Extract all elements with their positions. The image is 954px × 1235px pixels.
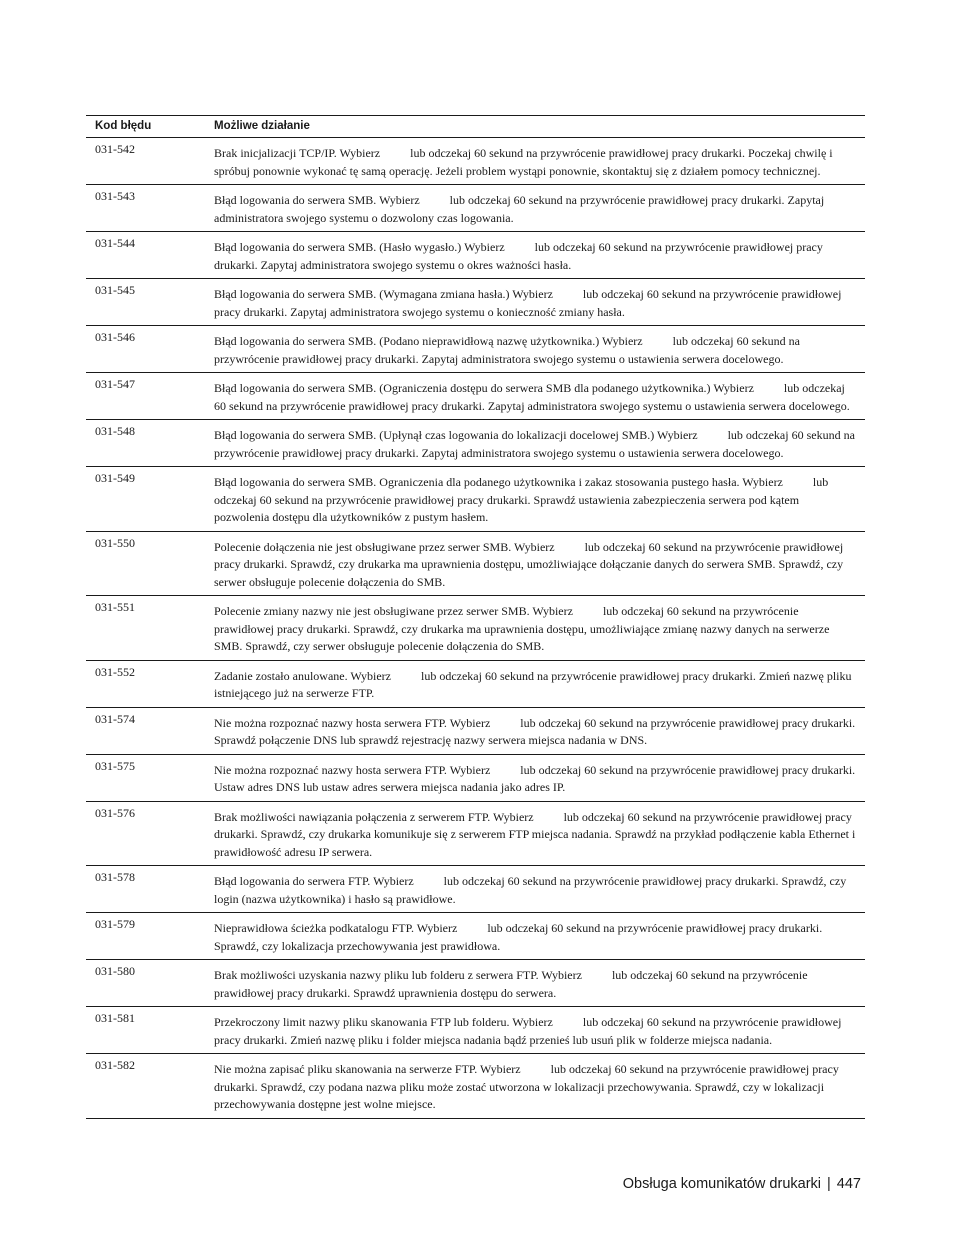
possible-action: Brak możliwości nawiązania połączenia z serwerem FTP. Wybierz lub odczekaj 60 sekund na przywrócenie prawidłowej pracy drukarki. Sprawdź, czy drukarka komunikuje się z serwerem FTP miejsca nadania. Sprawdź na przykład podłączenie kabla Ethernet i prawidłowość adresu IP serwera.: [214, 809, 859, 859]
error-code-table: [86, 115, 865, 1119]
possible-action: Błąd logowania do serwera SMB. Wybierz lub odczekaj 60 sekund na przywrócenie prawidłowej pracy drukarki. Zapytaj administratora swojego systemu o dozwolony czas logowania.: [214, 193, 828, 225]
error-code: 031-578: [95, 870, 135, 884]
possible-action: Błąd logowania do serwera SMB. (Podano nieprawidłową nazwę użytkownika.) Wybierz lub odczekaj 60 sekund na przywrócenie prawidłowej pracy drukarki. Zapytaj administratora swojego systemu o ustawienia serwera docelowego.: [214, 334, 803, 366]
possible-action: Błąd logowania do serwera FTP. Wybierz lub odczekaj 60 sekund na przywrócenie prawidłowej pracy drukarki. Sprawdź, czy login (nazwa użytkownika) i hasło są prawidłowe.: [214, 874, 850, 906]
error-code: 031-575: [95, 758, 135, 773]
possible-action: Polecenie dołączenia nie jest obsługiwane przez serwer SMB. Wybierz lub odczekaj 60 sekund na przywrócenie prawidłowej pracy drukarki. Sprawdź, czy drukarka ma uprawnienia dostępu, umożliwiające dołączanie danych do serwera SMB. Sprawdź, czy serwer obsługuje polecenie dołączenia do SMB.: [214, 539, 847, 589]
error-code: 031-544: [95, 236, 135, 250]
table-row: [86, 419, 865, 466]
table-row: [86, 707, 865, 754]
possible-action: Nie można zapisać pliku skanowania na serwerze FTP. Wybierz lub odczekaj 60 sekund na przywrócenie prawidłowej pracy drukarki. Sprawdź, czy podana nazwa pliku może zostać utworzona w lokalizacji przechowywania. Sprawdź, czy w lokalizacji przechowywania dostępne jest wolne miejsce.: [214, 1062, 842, 1111]
error-code: 031-574: [95, 711, 135, 726]
header-action: Możliwe działanie: [214, 120, 310, 132]
error-code: 031-547: [95, 377, 135, 391]
error-code: 031-546: [95, 330, 135, 344]
possible-action: Błąd logowania do serwera SMB. (Wymagana zmiana hasła.) Wybierz lub odczekaj 60 sekund na przywrócenie prawidłowej pracy drukarki. Zapytaj administratora swojego systemu o konieczność zmiany hasła.: [214, 287, 845, 319]
table-row: [86, 372, 865, 419]
table-row: [86, 959, 865, 1006]
table-row: [86, 531, 865, 596]
error-code: 031-552: [95, 664, 135, 679]
error-code: 031-548: [95, 424, 135, 438]
table-row: [86, 912, 865, 959]
possible-action: Zadanie zostało anulowane. Wybierz lub odczekaj 60 sekund na przywrócenie prawidłowej pracy drukarki. Zmień nazwę pliku istniejącego już na serwerze FTP.: [214, 668, 855, 700]
table-header: [86, 115, 865, 137]
table-row: [86, 595, 865, 660]
table-body: [86, 137, 865, 1119]
possible-action: Nieprawidłowa ścieżka podkatalogu FTP. Wybierz lub odczekaj 60 sekund na przywrócenie prawidłowej pracy drukarki. Sprawdź, czy lokalizacja przechowywania jest prawidłowa.: [214, 921, 826, 953]
possible-action: Błąd logowania do serwera SMB. (Hasło wygasło.) Wybierz lub odczekaj 60 sekund na przywrócenie prawidłowej pracy drukarki. Zapytaj administratora swojego systemu o okres ważności hasła.: [214, 240, 826, 272]
possible-action: Błąd logowania do serwera SMB. (Upłynął czas logowania do lokalizacji docelowej SMB.) Wybierz lub odczekaj 60 sekund na przywrócenie prawidłowej pracy drukarki. Zapytaj administratora swojego systemu o ustawienia serwera docelowego.: [214, 428, 858, 460]
error-code: 031-545: [95, 283, 135, 297]
table-row: [86, 466, 865, 531]
table-row: [86, 184, 865, 231]
possible-action: Brak inicjalizacji TCP/IP. Wybierz lub odczekaj 60 sekund na przywrócenie prawidłowej pracy drukarki. Poczekaj chwilę i spróbuj ponownie wykonać tę samą operację. Jeżeli problem wystąpi ponownie, skontaktuj się z działem pomocy technicznej.: [214, 146, 836, 178]
possible-action: Nie można rozpoznać nazwy hosta serwera FTP. Wybierz lub odczekaj 60 sekund na przywrócenie prawidłowej pracy drukarki. Ustaw adres DNS lub ustaw adres serwera miejsca nadania jako adres IP.: [214, 762, 859, 794]
table-row: [86, 278, 865, 325]
possible-action: Brak możliwości uzyskania nazwy pliku lub folderu z serwera FTP. Wybierz lub odczekaj 60 sekund na przywrócenie prawidłowej pracy drukarki. Sprawdź uprawnienia dostępu do serwera.: [214, 968, 811, 1000]
page-footer: [623, 1176, 861, 1192]
table-row: [86, 660, 865, 707]
table-row: [86, 801, 865, 866]
possible-action: Przekroczony limit nazwy pliku skanowania FTP lub folderu. Wybierz lub odczekaj 60 sekund na przywrócenie prawidłowej pracy drukarki. Zmień nazwę pliku i folder miejsca nadania bądź przenieś lub usuń plik w folderze miejsca nadania.: [214, 1015, 845, 1047]
error-code: 031-551: [95, 600, 135, 614]
error-code: 031-580: [95, 964, 135, 978]
footer-section-title: Obsługa komunikatów drukarki: [622, 1176, 822, 1192]
error-code: 031-549: [95, 471, 135, 485]
error-code: 031-542: [95, 142, 135, 156]
table-row: [86, 231, 865, 278]
possible-action: Polecenie zmiany nazwy nie jest obsługiwane przez serwer SMB. Wybierz lub odczekaj 60 sekund na przywrócenie prawidłowej pracy drukarki. Sprawdź, czy drukarka ma uprawnienia dostępu, umożliwiające zmianę nazwy danych na serwerze SMB. Sprawdź, czy serwer obsługuje polecenie dołączenia do SMB.: [214, 604, 833, 653]
error-code: 031-543: [95, 189, 135, 203]
table-row: [86, 1053, 865, 1119]
possible-action: Błąd logowania do serwera SMB. (Ograniczenia dostępu do serwera SMB dla podanego użytkownika.) Wybierz lub odczekaj 60 sekund na przywrócenie prawidłowej pracy drukarki. Zapytaj administratora swojego systemu o ustawienia serwera docelowego.: [214, 381, 850, 413]
error-code: 031-582: [95, 1058, 135, 1072]
error-code: 031-579: [95, 917, 135, 931]
table-row: [86, 325, 865, 372]
table-row: [86, 865, 865, 912]
table-row: [86, 1006, 865, 1053]
error-code: 031-550: [95, 535, 135, 550]
footer-separator: |: [827, 1176, 831, 1192]
error-code: 031-581: [95, 1011, 135, 1025]
error-code: 031-576: [95, 805, 135, 820]
possible-action: Błąd logowania do serwera SMB. Ograniczenia dla podanego użytkownika i zakaz stosowania pustego hasła. Wybierz lub odczekaj 60 sekund na przywrócenie prawidłowej pracy drukarki. Sprawdź ustawienia zabezpieczenia serwera pod kątem pozwolenia dostępu dla użytkowników z pustym hasłem.: [214, 475, 832, 524]
possible-action: Nie można rozpoznać nazwy hosta serwera FTP. Wybierz lub odczekaj 60 sekund na przywrócenie prawidłowej pracy drukarki. Sprawdź połączenie DNS lub sprawdź rejestrację nazwy serwera miejsca nadania w DNS.: [214, 715, 859, 747]
page-number: 447: [836, 1176, 861, 1192]
table-row: [86, 137, 865, 184]
header-code: Kod błędu: [95, 120, 152, 132]
table-row: [86, 754, 865, 801]
